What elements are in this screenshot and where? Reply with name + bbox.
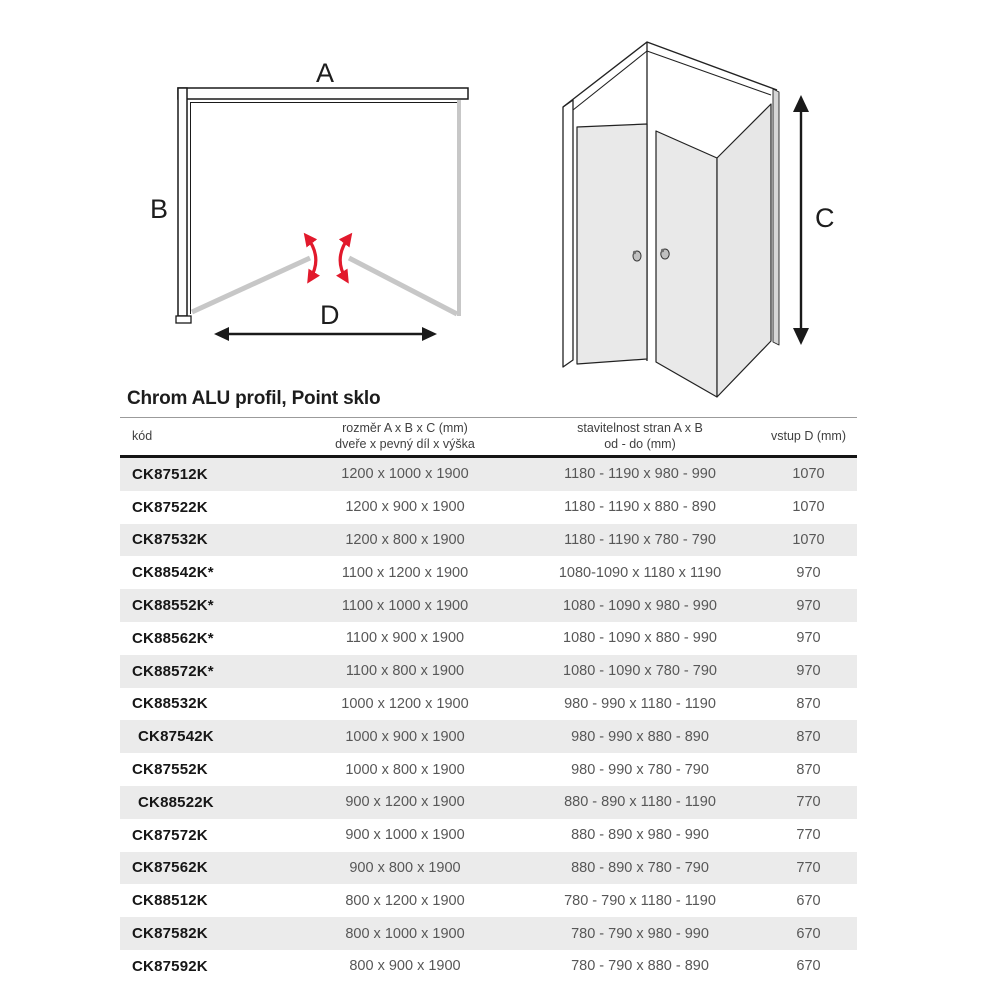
right-frame-profile bbox=[773, 89, 779, 345]
size-cell: 1200 x 800 x 1900 bbox=[345, 531, 465, 548]
right-door-swing-arrow-icon bbox=[340, 237, 349, 279]
size-cell: 1200 x 900 x 1900 bbox=[345, 499, 465, 516]
adjustability-cell: 880 - 890 x 1180 - 1190 bbox=[564, 794, 716, 811]
dimension-label-a: A bbox=[316, 58, 335, 88]
left-door-panel bbox=[577, 124, 647, 364]
entry-width-cell: 970 bbox=[796, 663, 821, 680]
table-row bbox=[120, 819, 857, 852]
product-code-cell: CK87522K bbox=[132, 498, 208, 516]
adjustability-cell: 880 - 890 x 980 - 990 bbox=[571, 827, 709, 844]
header-size bbox=[290, 421, 520, 452]
adjustability-cell: 1080 - 1090 x 780 - 790 bbox=[563, 663, 717, 680]
left-profile-bar bbox=[178, 88, 187, 316]
header-adjustability bbox=[520, 421, 760, 452]
size-cell: 1100 x 800 x 1900 bbox=[345, 663, 465, 680]
size-cell: 900 x 1000 x 1900 bbox=[345, 827, 465, 844]
adjustability-cell: 1180 - 1190 x 980 - 990 bbox=[564, 466, 716, 483]
table-row bbox=[120, 556, 857, 589]
entry-width-cell: 1070 bbox=[792, 466, 825, 483]
roof-inner-edge bbox=[573, 51, 771, 110]
perspective-diagram bbox=[563, 42, 835, 397]
arrow-left-head-icon bbox=[214, 327, 229, 341]
dimension-label-c: C bbox=[815, 203, 835, 233]
product-code-cell: CK87532K bbox=[132, 531, 208, 549]
adjustability-cell: 980 - 990 x 880 - 890 bbox=[571, 728, 709, 745]
adjustability-cell: 980 - 990 x 1180 - 1190 bbox=[564, 695, 716, 712]
entry-width-cell: 970 bbox=[796, 597, 821, 614]
size-cell: 1000 x 800 x 1900 bbox=[345, 761, 465, 778]
size-cell: 1100 x 1200 x 1900 bbox=[341, 564, 469, 581]
product-code-cell: CK87552K bbox=[132, 761, 208, 779]
adjustability-cell: 1180 - 1190 x 880 - 890 bbox=[564, 499, 716, 516]
technical-diagrams bbox=[0, 0, 1000, 400]
size-cell: 800 x 900 x 1900 bbox=[349, 958, 461, 975]
right-door-panel bbox=[656, 131, 717, 397]
entry-width-cell: 870 bbox=[796, 761, 821, 778]
size-cell: 900 x 1200 x 1900 bbox=[345, 794, 465, 811]
size-cell: 800 x 1000 x 1900 bbox=[345, 925, 465, 942]
dimension-label-b: B bbox=[150, 194, 169, 224]
right-side-panel bbox=[717, 104, 771, 397]
left-profile-foot bbox=[176, 316, 191, 323]
table-row bbox=[120, 458, 857, 491]
table-row bbox=[120, 622, 857, 655]
entry-width-cell: 1070 bbox=[792, 531, 825, 548]
adjustability-cell: 780 - 790 x 1180 - 1190 bbox=[564, 892, 716, 909]
header-adjustability-line2: od - do (mm) bbox=[604, 436, 676, 451]
entry-width-cell: 670 bbox=[796, 958, 821, 975]
size-cell: 1000 x 1200 x 1900 bbox=[341, 695, 469, 712]
product-code-cell: CK87592K bbox=[132, 957, 208, 975]
table-body bbox=[120, 458, 857, 983]
table-row bbox=[120, 884, 857, 917]
table-row bbox=[120, 524, 857, 557]
product-code-cell: CK88562K* bbox=[132, 629, 214, 647]
adjustability-cell: 1180 - 1190 x 780 - 790 bbox=[564, 531, 716, 548]
table-row bbox=[120, 589, 857, 622]
product-code-cell: CK87572K bbox=[132, 826, 208, 844]
size-cell: 900 x 800 x 1900 bbox=[349, 859, 461, 876]
right-fixed-panel bbox=[457, 100, 461, 316]
top-profile-bar bbox=[178, 88, 468, 99]
product-code-cell: CK88522K bbox=[138, 793, 214, 811]
entry-width-cell: 670 bbox=[796, 925, 821, 942]
entry-width-cell: 970 bbox=[796, 564, 821, 581]
table-row bbox=[120, 720, 857, 753]
product-code-cell: CK87542K bbox=[138, 728, 214, 746]
roof-outer-edge bbox=[563, 42, 777, 107]
right-door-knob-detail-icon bbox=[661, 249, 664, 253]
size-cell: 1100 x 900 x 1900 bbox=[345, 630, 465, 647]
product-code-cell: CK88542K* bbox=[132, 564, 214, 582]
header-adjustability-line1: stavitelnost stran A x B bbox=[577, 420, 703, 435]
table-row bbox=[120, 950, 857, 983]
product-code-cell: CK87582K bbox=[132, 925, 208, 943]
table-row bbox=[120, 655, 857, 688]
top-view-diagram bbox=[150, 58, 468, 341]
product-code-cell: CK88532K bbox=[132, 695, 208, 713]
entry-width-cell: 770 bbox=[796, 827, 821, 844]
table-row bbox=[120, 852, 857, 885]
entry-width-cell: 670 bbox=[796, 892, 821, 909]
adjustability-cell: 1080 - 1090 x 880 - 990 bbox=[563, 630, 717, 647]
table-row bbox=[120, 786, 857, 819]
table-row bbox=[120, 688, 857, 721]
entry-width-cell: 770 bbox=[796, 794, 821, 811]
left-wall-strip bbox=[563, 100, 573, 367]
entry-width-cell: 970 bbox=[796, 630, 821, 647]
table-row bbox=[120, 491, 857, 524]
entry-width-cell: 1070 bbox=[792, 499, 825, 516]
adjustability-cell: 880 - 890 x 780 - 790 bbox=[571, 859, 709, 876]
left-door-open bbox=[192, 258, 310, 312]
adjustability-cell: 1080-1090 x 1180 x 1190 bbox=[558, 564, 722, 581]
size-cell: 1100 x 1000 x 1900 bbox=[341, 597, 469, 614]
adjustability-cell: 780 - 790 x 880 - 890 bbox=[571, 958, 709, 975]
arrow-down-head-icon bbox=[793, 328, 809, 345]
size-cell: 800 x 1200 x 1900 bbox=[345, 892, 465, 909]
size-cell: 1000 x 900 x 1900 bbox=[345, 728, 465, 745]
adjustability-cell: 980 - 990 x 780 - 790 bbox=[571, 761, 709, 778]
entry-width-cell: 870 bbox=[796, 728, 821, 745]
table-row bbox=[120, 753, 857, 786]
entry-width-cell: 770 bbox=[796, 859, 821, 876]
page-title: Chrom ALU profil, Point sklo bbox=[127, 388, 381, 409]
right-door-open bbox=[349, 258, 457, 314]
left-door-knob-detail-icon bbox=[633, 251, 636, 255]
product-code-cell: CK87562K bbox=[132, 859, 208, 877]
product-code-cell: CK88512K bbox=[132, 892, 208, 910]
entry-width-cell: 870 bbox=[796, 695, 821, 712]
dimension-label-d: D bbox=[320, 300, 340, 330]
header-code: kód bbox=[132, 428, 153, 443]
header-size-line1: rozměr A x B x C (mm) bbox=[342, 420, 468, 435]
product-code-cell: CK87512K bbox=[132, 465, 208, 483]
size-cell: 1200 x 1000 x 1900 bbox=[341, 466, 469, 483]
adjustability-cell: 1080 - 1090 x 980 - 990 bbox=[563, 597, 717, 614]
table-header-row bbox=[120, 418, 857, 458]
product-code-cell: CK88572K* bbox=[132, 662, 214, 680]
table-row bbox=[120, 917, 857, 950]
arrow-up-head-icon bbox=[793, 95, 809, 112]
header-size-line2: dveře x pevný díl x výška bbox=[335, 436, 475, 451]
product-code-cell: CK88552K* bbox=[132, 597, 214, 615]
header-entry-width: vstup D (mm) bbox=[771, 428, 846, 443]
adjustability-cell: 780 - 790 x 980 - 990 bbox=[571, 925, 709, 942]
arrow-right-head-icon bbox=[422, 327, 437, 341]
product-spec-table bbox=[120, 417, 857, 983]
